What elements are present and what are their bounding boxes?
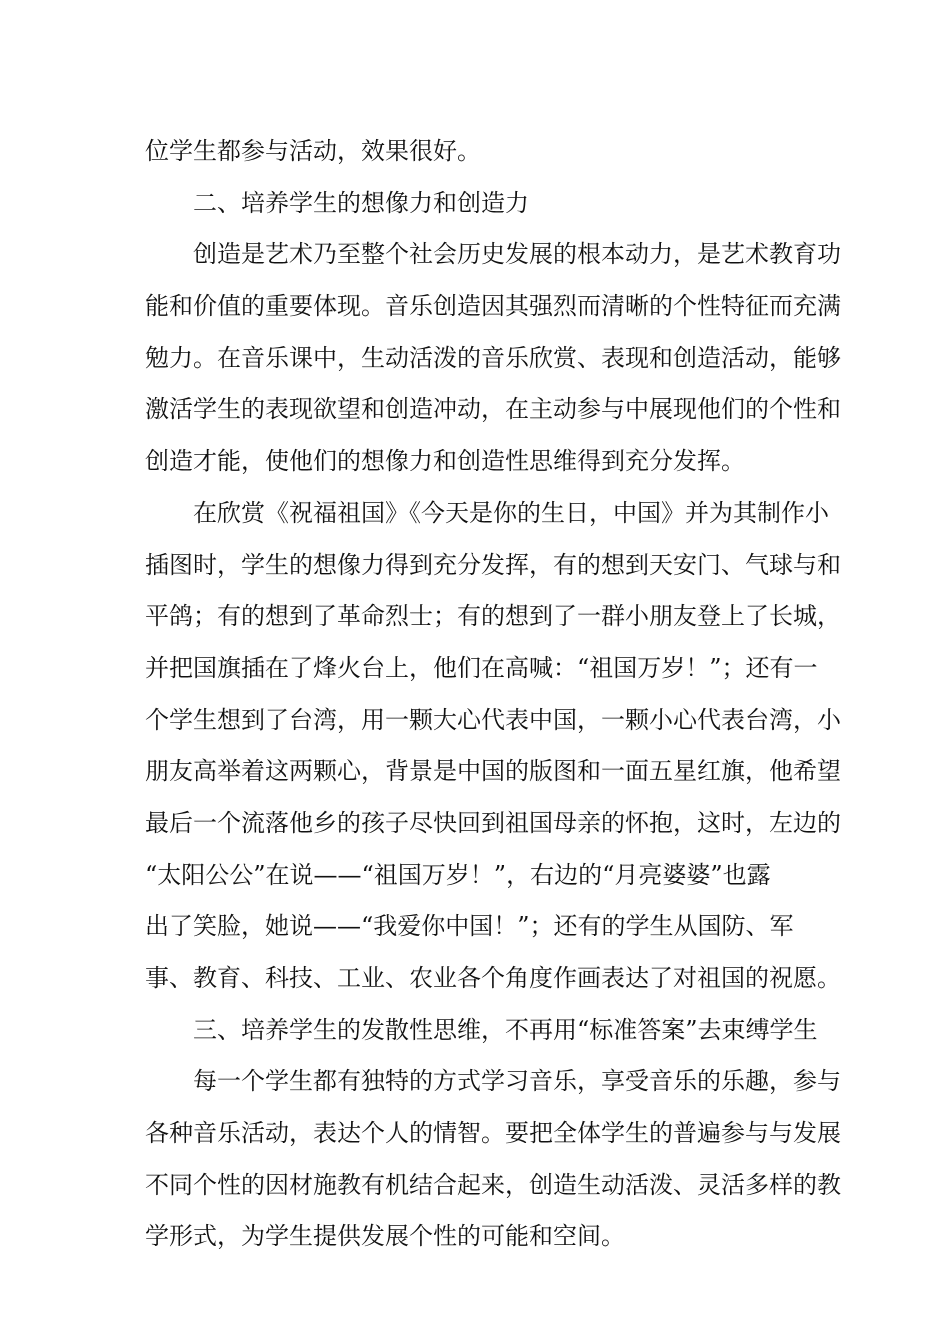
text-line: 学形式，为学生提供发展个性的可能和空间。 <box>145 1222 625 1251</box>
text-line: 事、教育、科技、工业、农业各个角度作画表达了对祖国的祝愿。 <box>145 964 841 992</box>
section-heading: 二、培养学生的想像力和创造力 <box>193 188 529 217</box>
text-line: 最后一个流落他乡的孩子尽快回到祖国母亲的怀抱，这时，左边的 <box>145 808 841 837</box>
text-line: 出了笑脸，她说——“我爱你中国！”；还有的学生从国防、军 <box>145 912 794 941</box>
text-line: 勉力。在音乐课中，生动活泼的音乐欣赏、表现和创造活动，能够 <box>145 343 841 372</box>
text-line: 能和价值的重要体现。音乐创造因其强烈而清晰的个性特征而充满 <box>145 292 841 321</box>
document-page <box>145 126 841 1263</box>
text-line: “太阳公公”在说——“祖国万岁！”，右边的“月亮婆婆”也露 <box>145 860 771 889</box>
text-line: 创造是艺术乃至整个社会历史发展的根本动力，是艺术教育功 <box>193 240 841 269</box>
text-line: 每一个学生都有独特的方式学习音乐，享受音乐的乐趣，参与 <box>193 1067 841 1096</box>
text-line: 不同个性的因材施教有机结合起来，创造生动活泼、灵活多样的教 <box>145 1170 841 1199</box>
text-line: 各种音乐活动，表达个人的情智。要把全体学生的普遍参与与发展 <box>145 1119 841 1148</box>
text-line: 并把国旗插在了烽火台上，他们在高喊：“祖国万岁！”；还有一 <box>145 653 818 682</box>
text-line: 插图时，学生的想像力得到充分发挥，有的想到天安门、气球与和 <box>145 550 841 579</box>
text-line: 朋友高举着这两颗心，背景是中国的版图和一面五星红旗，他希望 <box>145 757 841 786</box>
text-line: 激活学生的表现欲望和创造冲动，在主动参与中展现他们的个性和 <box>145 395 841 424</box>
section-heading: 三、培养学生的发散性思维，不再用“标准答案”去束缚学生 <box>193 1015 818 1044</box>
text-line: 平鸽；有的想到了革命烈士；有的想到了一群小朋友登上了长城， <box>145 602 841 631</box>
text-line: 位学生都参与活动，效果很好。 <box>145 137 481 165</box>
text-line: 创造才能，使他们的想像力和创造性思维得到充分发挥。 <box>145 447 745 476</box>
text-line: 个学生想到了台湾，用一颗大心代表中国，一颗小心代表台湾，小 <box>145 705 841 734</box>
text-line: 在欣赏《祝福祖国》《今天是你的生日，中国》并为其制作小 <box>193 498 829 527</box>
